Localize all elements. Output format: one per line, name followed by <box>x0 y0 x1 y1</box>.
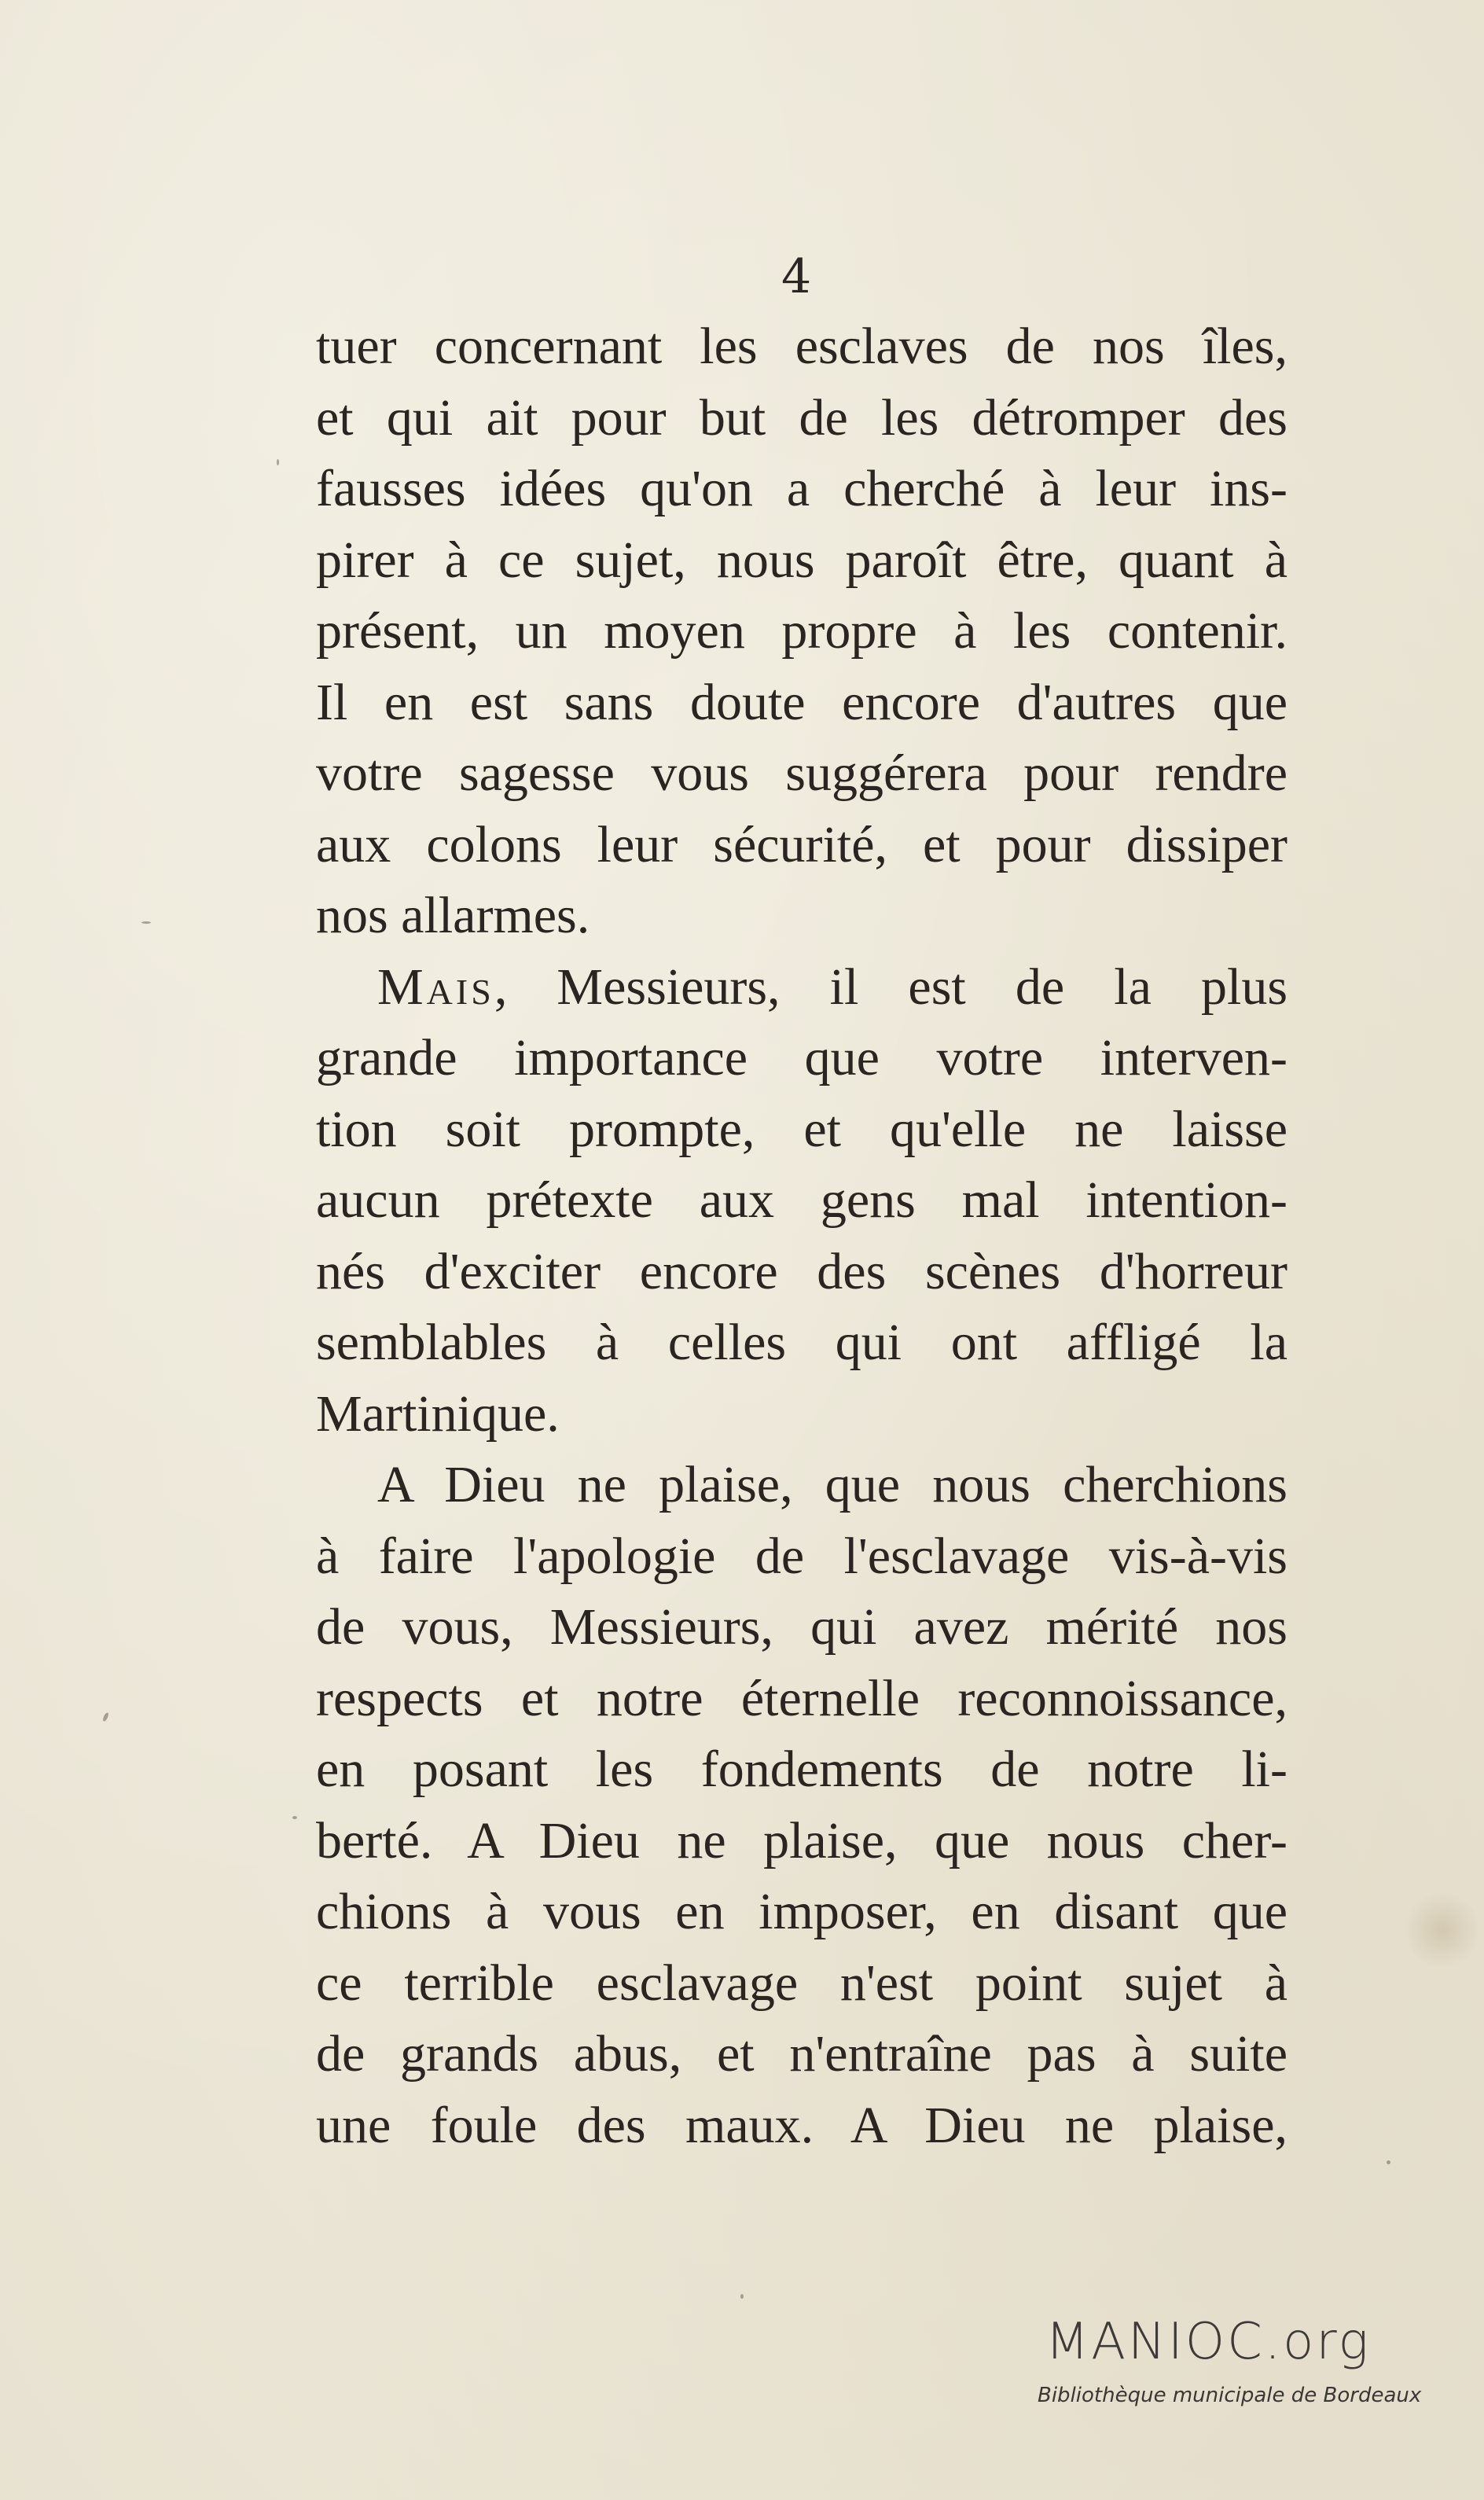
text-line: Martinique. <box>316 1384 560 1443</box>
text-fragment: , Messieurs, il est de la plus <box>494 958 1287 1016</box>
text-line: ce terrible esclavage n'est point sujet à <box>316 1954 1287 2012</box>
text-line: de grands abus, et n'entraîne pas à suite <box>316 2025 1287 2083</box>
text-line: nés d'exciter encore des scènes d'horreur <box>316 1242 1287 1300</box>
paper-speck <box>102 1712 110 1722</box>
text-line: respects et notre éternelle reconnoissance, <box>316 1669 1287 1727</box>
paper-speck <box>740 2294 744 2299</box>
library-credit: Bibliothèque municipale de Bordeaux <box>1038 2384 1422 2407</box>
manioc-watermark <box>1038 2314 1446 2407</box>
text-line: A Dieu ne plaise, que nous cherchions <box>377 1456 1287 1513</box>
text-line: tuer concernant les esclaves de nos îles, <box>316 318 1287 375</box>
text-line: pirer à ce sujet, nous paroît être, quant à <box>316 531 1287 589</box>
text-line: à faire l'apologie de l'esclavage vis-à-vis <box>316 1527 1287 1585</box>
paper-speck <box>292 1816 297 1819</box>
page-number: 4 <box>781 249 812 304</box>
text-line: de vous, Messieurs, qui avez mérité nos <box>316 1598 1287 1656</box>
text-line: tion soit prompte, et qu'elle ne laisse <box>316 1100 1287 1158</box>
small-caps-word: Mais <box>377 958 494 1016</box>
text-line: berté. A Dieu ne plaise, que nous cher- <box>316 1811 1287 1869</box>
text-line: présent, un moyen propre à les contenir. <box>316 602 1287 660</box>
text-line: aux colons leur sécurité, et pour dissiper <box>316 815 1287 873</box>
manioc-logo: MANIOC.org <box>1045 2313 1371 2371</box>
text-line: Il en est sans doute encore d'autres que <box>316 673 1287 731</box>
text-line <box>316 952 1287 1024</box>
text-line: chions à vous en imposer, en disant que <box>316 1883 1287 1940</box>
text-line: fausses idées qu'on a cherché à leur ins- <box>316 460 1287 517</box>
paper-stain <box>1407 1887 1478 1973</box>
text-line: aucun prétexte aux gens mal intention- <box>316 1171 1287 1229</box>
text-line: grande importance que votre interven- <box>316 1029 1287 1086</box>
paper-speck <box>277 459 279 465</box>
text-line: en posant les fondements de notre li- <box>316 1741 1287 1798</box>
text-line: semblables à celles qui ont affligé la <box>316 1314 1287 1371</box>
body-text <box>316 311 1287 2161</box>
text-line: nos allarmes. <box>316 887 590 944</box>
text-line: une foule des maux. A Dieu ne plaise, <box>316 2096 1287 2154</box>
text-line: et qui ait pour but de les détromper des <box>316 388 1287 447</box>
paper-speck <box>141 921 151 924</box>
paper-speck <box>1387 2160 1390 2164</box>
text-line: votre sagesse vous suggérera pour rendre <box>316 744 1287 802</box>
